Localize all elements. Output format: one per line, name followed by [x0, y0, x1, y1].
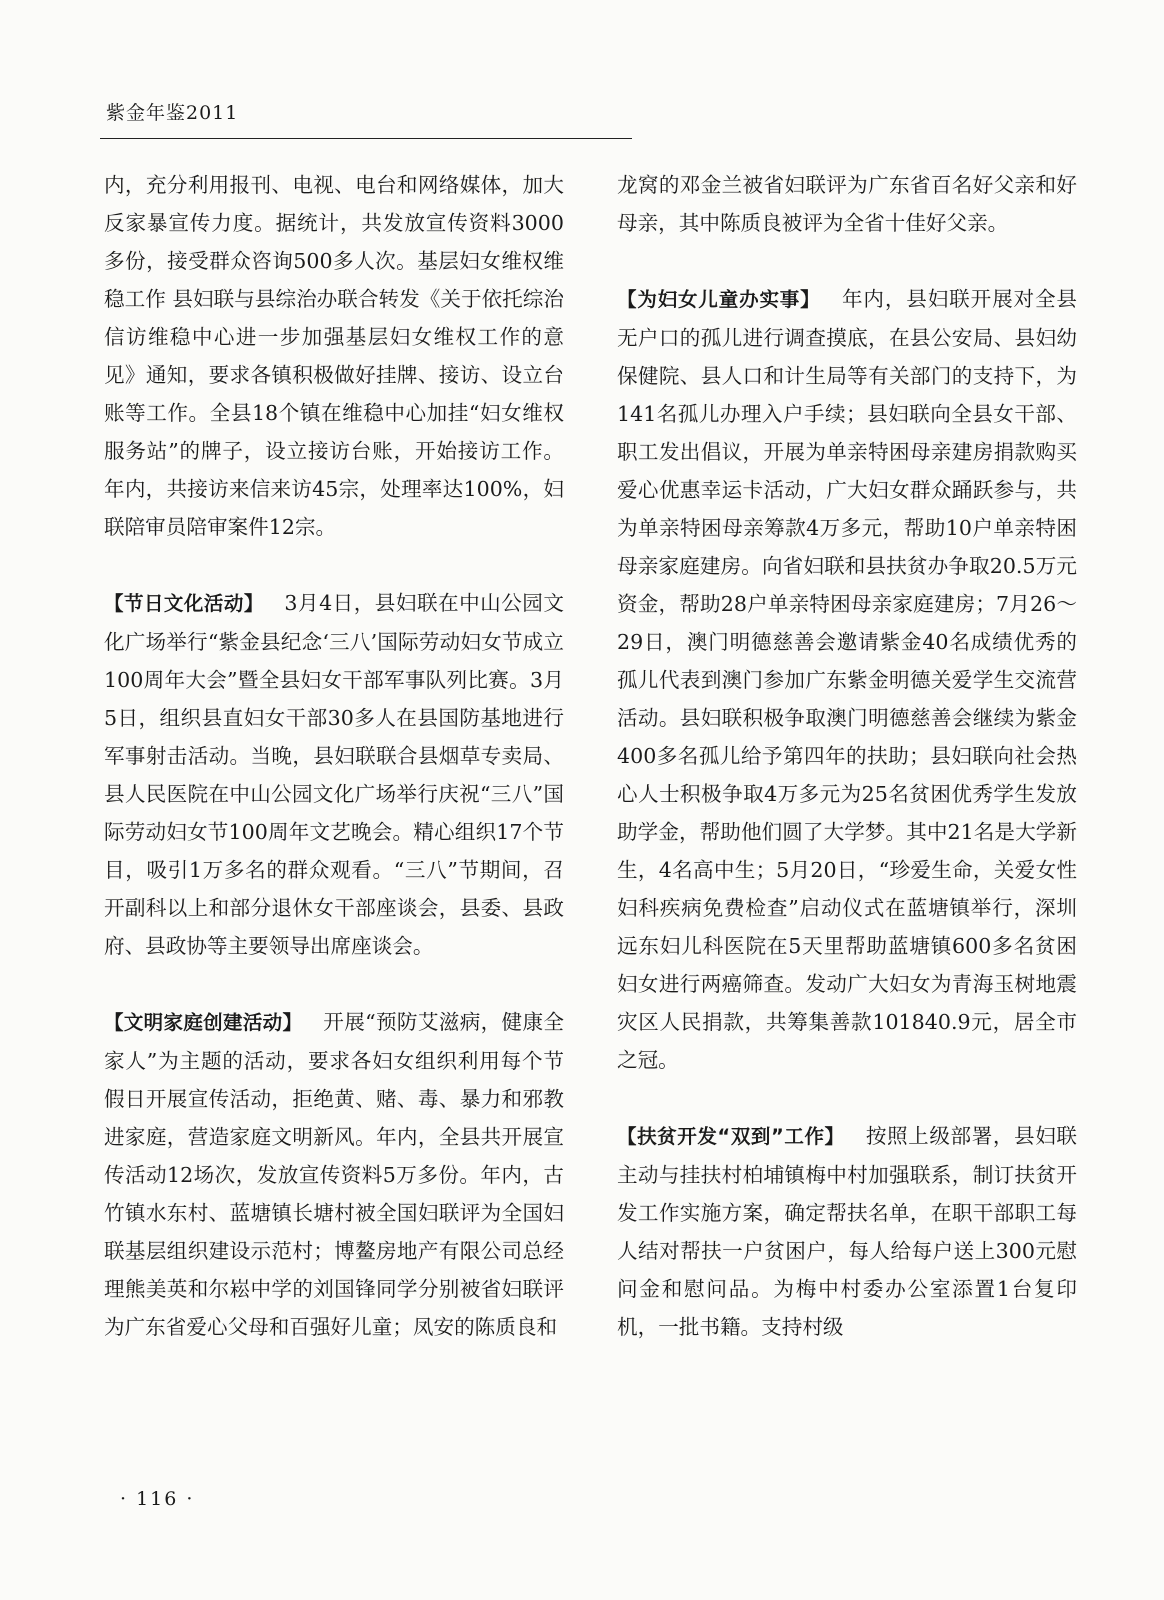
paragraph — [617, 1117, 1077, 1346]
paragraph-text: 按照上级部署，县妇联主动与挂扶村柏埔镇梅中村加强联系，制订扶贫开发工作实施方案，确定帮扶名单，在职干部职工每人结对帮扶一户贫困户，每人给每户送上300元慰问金和慰问品。为梅中村委办公室添置1台复印机，一批书籍。支持村级 — [617, 1124, 1078, 1339]
paragraph — [104, 1003, 564, 1346]
paragraph-text: 内，充分利用报刊、电视、电台和网络媒体，加大反家暴宣传力度。据统计，共发放宣传资料3000多份，接受群众咨询500多人次。基层妇女维权维稳工作 县妇联与县综治办联合转发《关于依托综治信访维稳中心进一步加强基层妇女维权工作的意见》通知，要求各镇积极做好挂牌、接访、设立台账等工作。全县18个镇在维稳中心加挂“妇女维权服务站”的牌子，设立接访台账，开始接访工作。年内，共接访来信来访45宗，处理率达100%，妇联陪审员陪审案件12宗。 — [104, 173, 564, 539]
paragraph-text: 年内，县妇联开展对全县无户口的孤儿进行调查摸底，在县公安局、县妇幼保健院、县人口和计生局等有关部门的支持下，为141名孤儿办理入户手续；县妇联向全县女干部、职工发出倡议，开展为单亲特困母亲建房捐款购买爱心优惠幸运卡活动，广大妇女群众踊跃参与，共为单亲特困母亲筹款4万多元，帮助10户单亲特困母亲家庭建房。向省妇联和县扶贫办争取20.5万元资金，帮助28户单亲特困母亲家庭建房；7月26～29日，澳门明德慈善会邀请紫金40名成绩优秀的孤儿代表到澳门参加广东紫金明德关爱学生交流营活动。县妇联积极争取澳门明德慈善会继续为紫金400多名孤儿给予第四年的扶助；县妇联向社会热心人士积极争取4万多元为25名贫困优秀学生发放助学金，帮助他们圆了大学梦。其中21名是大学新生，4名高中生；5月20日，“珍爱生命，关爱女性妇科疾病免费检查”启动仪式在蓝塘镇举行，深圳远东妇儿科医院在5天里帮助蓝塘镇600多名贫困妇女进行两癌筛查。发动广大妇女为青海玉树地震灾区人民捐款，共筹集善款101840.9元，居全市之冠。 — [617, 287, 1077, 1072]
left-column — [104, 166, 564, 1346]
paragraph — [104, 584, 564, 965]
paragraph — [617, 280, 1077, 1079]
section-heading: 【文明家庭创建活动】 — [104, 1011, 303, 1034]
paragraph-text: 3月4日，县妇联在中山公园文化广场举行“紫金县纪念‘三八’国际劳动妇女节成立100周年大会”暨全县妇女干部军事队列比赛。3月5日，组织县直妇女干部30多人在县国防基地进行军事射击活动。当晚，县妇联联合县烟草专卖局、县人民医院在中山公园文化广场举行庆祝“三八”国际劳动妇女节100周年文艺晚会。精心组织17个节目，吸引1万多名的群众观看。“三八”节期间，召开副科以上和部分退休女干部座谈会，县委、县政府、县政协等主要领导出席座谈会。 — [104, 591, 564, 958]
paragraph-text: 开展“预防艾滋病，健康全家人”为主题的活动，要求各妇女组织利用每个节假日开展宣传活动，拒绝黄、赌、毒、暴力和邪教进家庭，营造家庭文明新风。年内，全县共开展宣传活动12场次，发放宣传资料5万多份。年内，古竹镇水东村、蓝塘镇长塘村被全国妇联评为全国妇联基层组织建设示范村；博鳌房地产有限公司总经理熊美英和尔崧中学的刘国锋同学分别被省妇联评为广东省爱心父母和百强好儿童；凤安的陈质良和 — [104, 1010, 564, 1339]
header-rule — [100, 138, 632, 139]
section-heading: 【节日文化活动】 — [104, 592, 264, 615]
paragraph — [617, 166, 1077, 242]
section-heading: 【扶贫开发“双到”工作】 — [617, 1125, 845, 1148]
running-header: 紫金年鉴2011 — [106, 102, 239, 124]
page-number: · 116 · — [120, 1488, 195, 1510]
right-column — [617, 166, 1077, 1346]
paragraph — [104, 166, 564, 546]
paragraph-text: 龙窝的邓金兰被省妇联评为广东省百名好父亲和好母亲，其中陈质良被评为全省十佳好父亲。 — [617, 173, 1077, 235]
section-heading: 【为妇女儿童办实事】 — [617, 288, 821, 311]
